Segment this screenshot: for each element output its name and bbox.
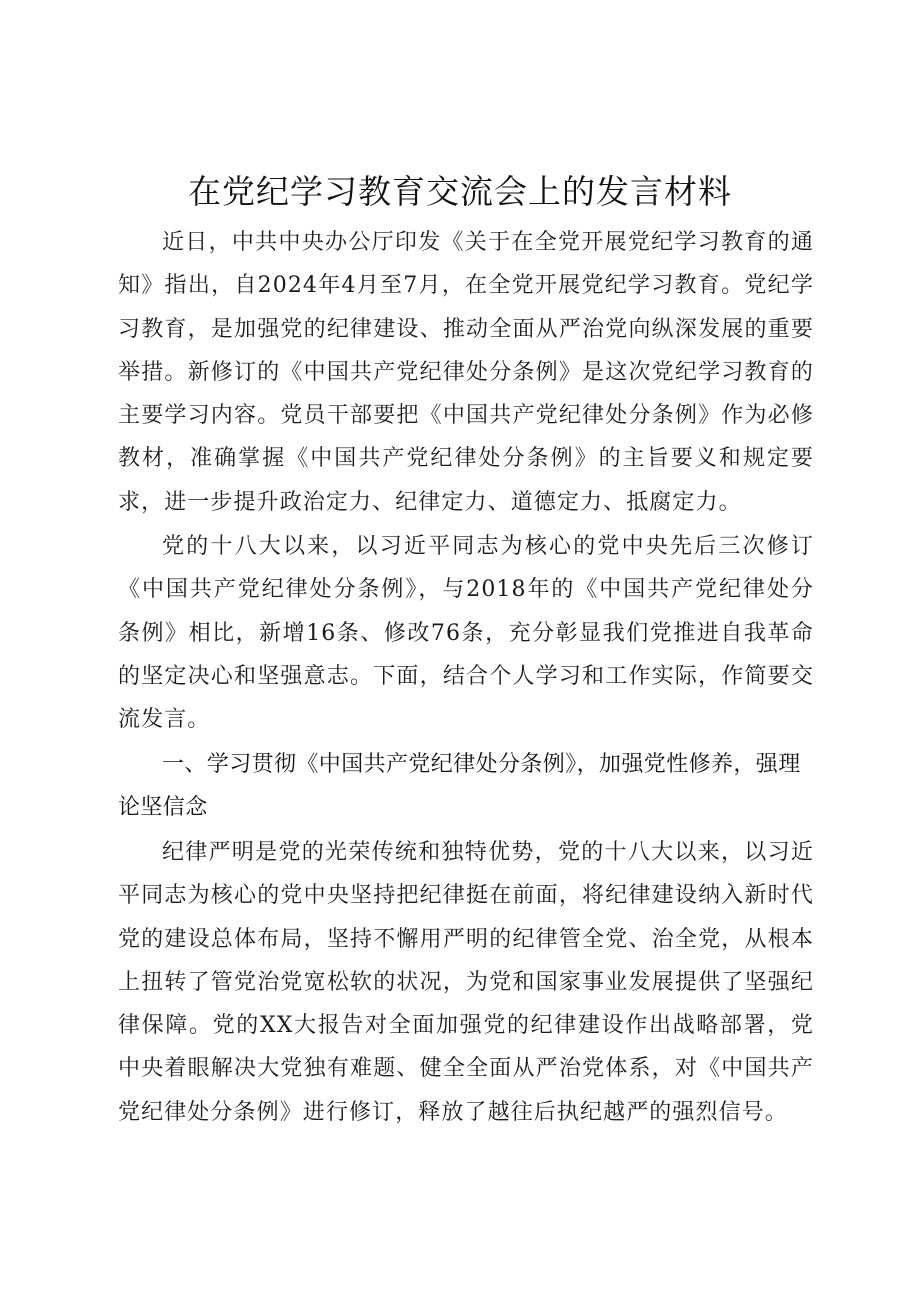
document-title: 在党纪学习教育交流会上的发言材料 — [188, 172, 732, 211]
section-paragraph: 纪律严明是党的光荣传统和独特优势，党的十八大以来，以习近平同志为核心的党中央坚持把纪律挺在前面，将纪律建设纳入新时代党的建设总体布局，坚持不懈用严明的纪律管全党、治全党，从根本上扭转了管党治党宽松软的状况，为党和国家事业发展提供了坚强纪律保障。党的XX大报告对全面加强党的纪律建设作出战略部署，党中央着眼解决大党独有难题、健全全面从严治党体系，对《中国共产党纪律处分条例》进行修订，释放了越往后执纪越严的强烈信号。 — [118, 840, 814, 1125]
body-paragraph-1: 近日，中共中央办公厅印发《关于在全党开展党纪学习教育的通知》指出，自2024年4月至7月，在全党开展党纪学习教育。党纪学习教育，是加强党的纪律建设、推动全面从严治党向纵深发展的重要举措。新修订的《中国共产党纪律处分条例》是这次党纪学习教育的主要学习内容。党员干部要把《中国共产党纪律处分条例》作为必修教材，准确掌握《中国共产党纪律处分条例》的主旨要义和规定要求，进一步提升政治定力、纪律定力、道德定力、抵腐定力。 — [118, 230, 814, 515]
section-heading: 一、学习贯彻《中国共产党纪律处分条例》，加强党性修养，强理论坚信念 — [118, 752, 801, 821]
body-paragraph-2: 党的十八大以来，以习近平同志为核心的党中央先后三次修订《中国共产党纪律处分条例》，与2018年的《中国共产党纪律处分条例》相比，新增16条、修改76条，充分彰显我们党推进自我革命的坚定决心和坚强意志。下面，结合个人学习和工作实际，作简要交流发言。 — [118, 534, 814, 733]
